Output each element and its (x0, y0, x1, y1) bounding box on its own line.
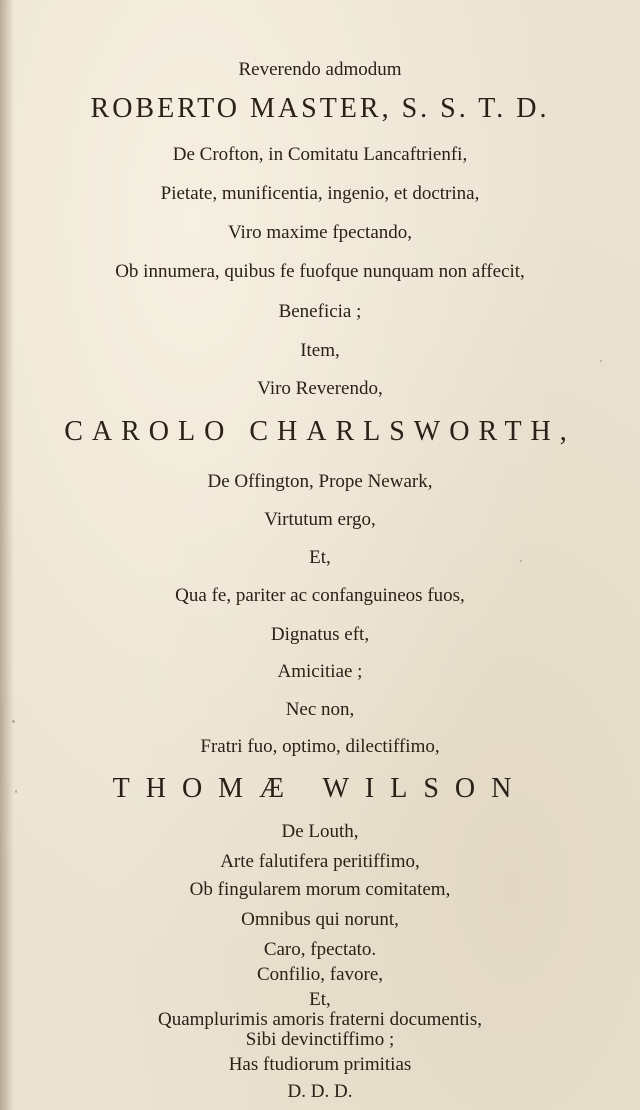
dedication-line-4: Pietate, munificentia, ingenio, et doctrina, (160, 183, 480, 204)
dedication-line-29: Has ftudiorum primitias (228, 1054, 412, 1075)
paper-speck (520, 560, 522, 562)
dedication-line-26: Et, (309, 989, 331, 1010)
dedication-line-7: Beneficia ; (278, 301, 362, 322)
dedication-line-20: De Louth, (281, 821, 359, 842)
paper-speck (12, 720, 15, 723)
dedication-line-11: De Offington, Prope Newark, (207, 471, 433, 492)
dedication-line-21: Arte falutifera peritiffimo, (220, 851, 420, 872)
dedication-line-25: Confilio, favore, (256, 964, 384, 985)
dedication-line-24: Caro, fpectato. (263, 939, 377, 960)
dedication-line-28: Sibi devinctiffimo ; (245, 1029, 395, 1050)
dedicatee-name-wilson: THOMÆ WILSON (112, 773, 528, 804)
dedication-line-13: Et, (309, 547, 331, 568)
dedication-line-22: Ob fingularem morum comitatem, (189, 879, 451, 900)
dedication-line-27: Quamplurimis amoris fraterni documentis, (158, 1009, 482, 1030)
dedication-line-17: Nec non, (285, 699, 355, 720)
dedication-line-14: Qua fe, pariter ac confanguineos fuos, (175, 585, 465, 606)
dedicatee-name-charlsworth: CAROLO CHARLSWORTH, (64, 416, 576, 447)
paper-speck (15, 790, 17, 793)
dedication-line-23: Omnibus qui norunt, (241, 909, 399, 930)
dedication-line-16: Amicitiae ; (277, 661, 363, 682)
dedicatee-name-master: ROBERTO MASTER, S. S. T. D. (90, 93, 550, 124)
dedication-line-1: Reverendo admodum (238, 59, 402, 80)
dedication-line-3: De Crofton, in Comitatu Lancaftrienfi, (172, 144, 468, 165)
closing-formula: D. D. D. (287, 1081, 353, 1102)
dedication-line-8: Item, (300, 340, 340, 361)
dedication-line-5: Viro maxime fpectando, (227, 222, 413, 243)
paper-speck (600, 360, 602, 362)
dedication-line-9: Viro Reverendo, (257, 378, 383, 399)
dedication-line-18: Fratri fuo, optimo, dilectiffimo, (200, 736, 440, 757)
dedication-line-15: Dignatus eft, (270, 624, 370, 645)
dedication-line-12: Virtutum ergo, (264, 509, 376, 530)
dedication-line-6: Ob innumera, quibus fe fuofque nunquam non affecit, (115, 261, 525, 282)
